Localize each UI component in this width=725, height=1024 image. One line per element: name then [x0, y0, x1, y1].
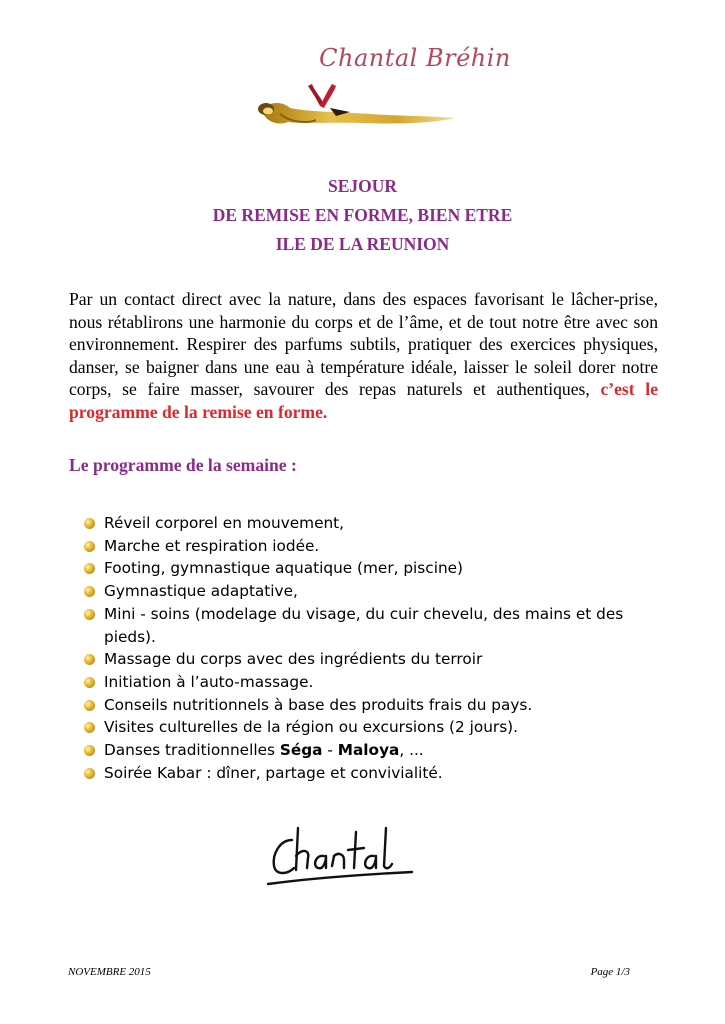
intro-text: Par un contact direct avec la nature, dans des espaces favorisant le lâcher-prise, nous rétablirons une harmonie du corps et de l’âme, et de tout notre être avec son environnement. Respirer des parfums subtils, pratiquer des exercices physiques, danser, se baigner dans une eau à température idéale, laisser le soleil dorer notre corps, se faire masser, savourer des repas naturels et authentiques,: [69, 289, 658, 400]
gold-bullet-icon: [84, 654, 95, 665]
footer-page-number: Page 1/3: [590, 966, 630, 978]
footer-date: NOVEMBRE 2015: [68, 966, 151, 978]
gold-bullet-icon: [84, 518, 95, 529]
intro-highlight: c’est le programme de la remise en forme.: [69, 379, 658, 422]
dance-name-maloya: Maloya: [337, 741, 400, 760]
gold-bullet-icon: [84, 677, 95, 688]
gold-bullet-icon: [84, 563, 95, 574]
dance-name-sega: Séga: [279, 741, 323, 760]
gold-bullet-icon: [84, 722, 95, 733]
gold-bullet-icon: [84, 586, 95, 597]
list-item-danses: Danses traditionnelles Séga - Maloya, ...: [84, 739, 664, 762]
gold-bullet-icon: [84, 745, 95, 756]
list-item: Footing, gymnastique aquatique (mer, piscine): [84, 557, 664, 580]
intro-paragraph: [69, 288, 658, 424]
document-title-block: [0, 172, 725, 259]
list-item: Conseils nutritionnels à base des produits frais du pays.: [84, 694, 664, 717]
list-item: Réveil corporel en mouvement,: [84, 512, 664, 535]
list-item: Massage du corps avec des ingrédients du terroir: [84, 648, 664, 671]
list-item: Soirée Kabar : dîner, partage et convivialité.: [84, 762, 664, 785]
gold-bullet-icon: [84, 541, 95, 552]
title-line-3: ILE DE LA REUNION: [275, 234, 450, 254]
gold-bullet-icon: [84, 700, 95, 711]
brand-logo-text: Chantal Bréhin: [319, 44, 511, 72]
list-item: Mini - soins (modelage du visage, du cuir chevelu, des mains et des pieds).: [84, 603, 664, 648]
list-item: Visites culturelles de la région ou excursions (2 jours).: [84, 716, 664, 739]
handwritten-signature: [262, 818, 432, 896]
title-line-2: DE REMISE EN FORME, BIEN ETRE: [212, 205, 513, 225]
logo-figure-illustration: [250, 78, 460, 138]
list-item: Gymnastique adaptative,: [84, 580, 664, 603]
programme-heading: Le programme de la semaine :: [69, 455, 297, 475]
list-item: Initiation à l’auto-massage.: [84, 671, 664, 694]
gold-bullet-icon: [84, 609, 95, 620]
programme-list: [84, 512, 664, 784]
gold-bullet-icon: [84, 768, 95, 779]
title-line-1: SEJOUR: [327, 176, 398, 196]
list-item: Marche et respiration iodée.: [84, 535, 664, 558]
